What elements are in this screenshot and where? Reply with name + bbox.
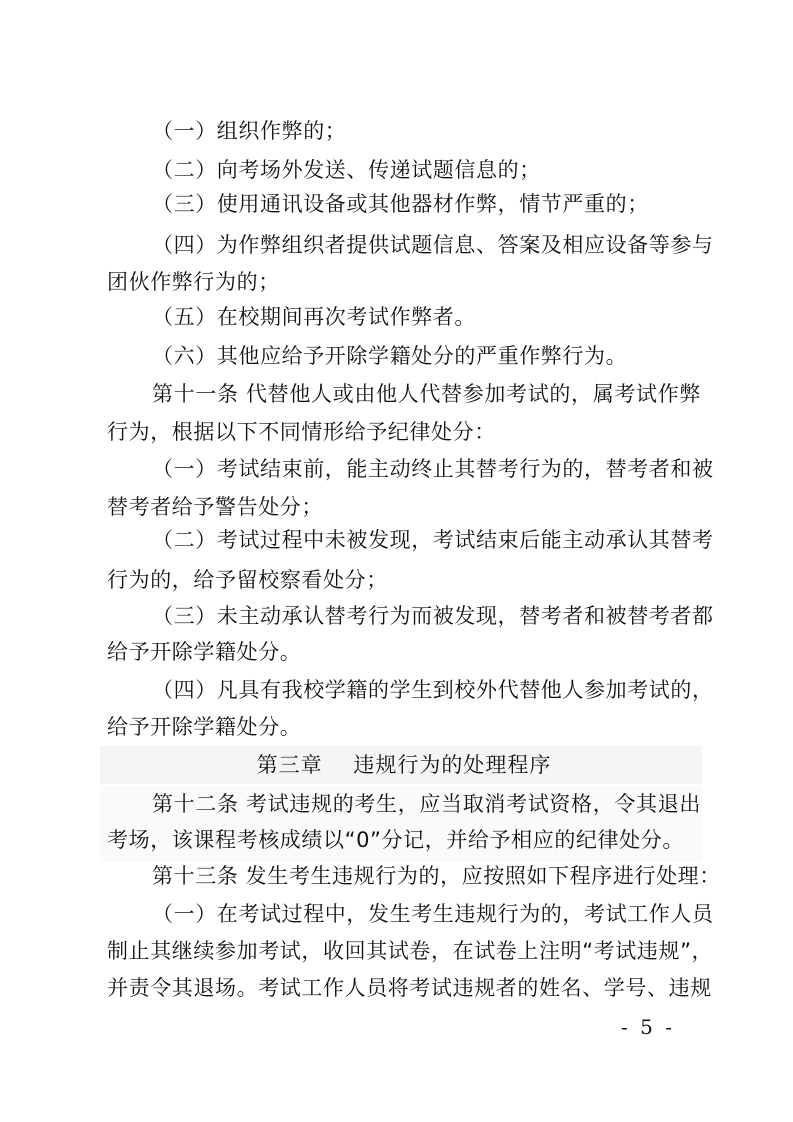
- article-11-clause-2-second-line: 行为的，给予留校察看处分；: [107, 568, 388, 592]
- article-13-clause-1-second-line: 制止其继续参加考试，收回其试卷，在试卷上注明“考试违规”，: [107, 939, 714, 963]
- article-11-second-line: 行为，根据以下不同情形给予纪律处分：: [107, 420, 496, 444]
- clause-2-send-exam-information: （二）向考场外发送、传递试题信息的；: [152, 158, 541, 182]
- article-13-clause-1-first-line: （一）在考试过程中，发生考生违规行为的，考试工作人员: [152, 902, 714, 926]
- clause-1-organized-cheating: （一）组织作弊的；: [152, 119, 347, 143]
- article-13-clause-1-third-line: 并责令其退场。考试工作人员将考试违规者的姓名、学号、违规: [107, 976, 712, 1000]
- article-11-clause-3-second-line: 给予开除学籍处分。: [107, 640, 302, 664]
- article-11-clause-1-second-line: 替考者给予警告处分；: [107, 495, 323, 519]
- article-11-clause-1-first-line: （一）考试结束前，能主动终止其替考行为的，替考者和被: [152, 457, 714, 481]
- page-number: - 5 -: [621, 1015, 675, 1039]
- clause-4-second-line: 团伙作弊行为的；: [107, 270, 280, 294]
- article-11-clause-3-first-line: （三）未主动承认替考行为而被发现，替考者和被替考者都: [152, 604, 714, 628]
- clause-5-repeat-cheating: （五）在校期间再次考试作弊者。: [152, 305, 476, 329]
- clause-3-device-cheating: （三）使用通讯设备或其他器材作弊，情节严重的；: [152, 192, 649, 216]
- clause-6-other-cheating: （六）其他应给予开除学籍处分的严重作弊行为。: [152, 344, 628, 368]
- clause-4-first-line: （四）为作弊组织者提供试题信息、答案及相应设备等参与: [152, 233, 714, 257]
- article-11-clause-4-first-line: （四）凡具有我校学籍的学生到校外代替他人参加考试的，: [152, 678, 714, 702]
- article-13-intro: 第十三条 发生考生违规行为的，应按照如下程序进行处理：: [152, 864, 721, 888]
- chapter-three-heading: 第三章 违规行为的处理程序: [256, 753, 552, 777]
- article-11-first-line: 第十一条 代替他人或由他人代替参加考试的，属考试作弊: [152, 382, 701, 406]
- article-12-first-line: 第十二条 考试违规的考生，应当取消考试资格，令其退出: [152, 792, 701, 816]
- article-11-clause-4-second-line: 给予开除学籍处分。: [107, 715, 302, 739]
- article-11-clause-2-first-line: （二）考试过程中未被发现，考试结束后能主动承认其替考: [152, 528, 714, 552]
- article-12-second-line: 考场，该课程考核成绩以“0”分记，并给予相应的纪律处分。: [107, 828, 684, 852]
